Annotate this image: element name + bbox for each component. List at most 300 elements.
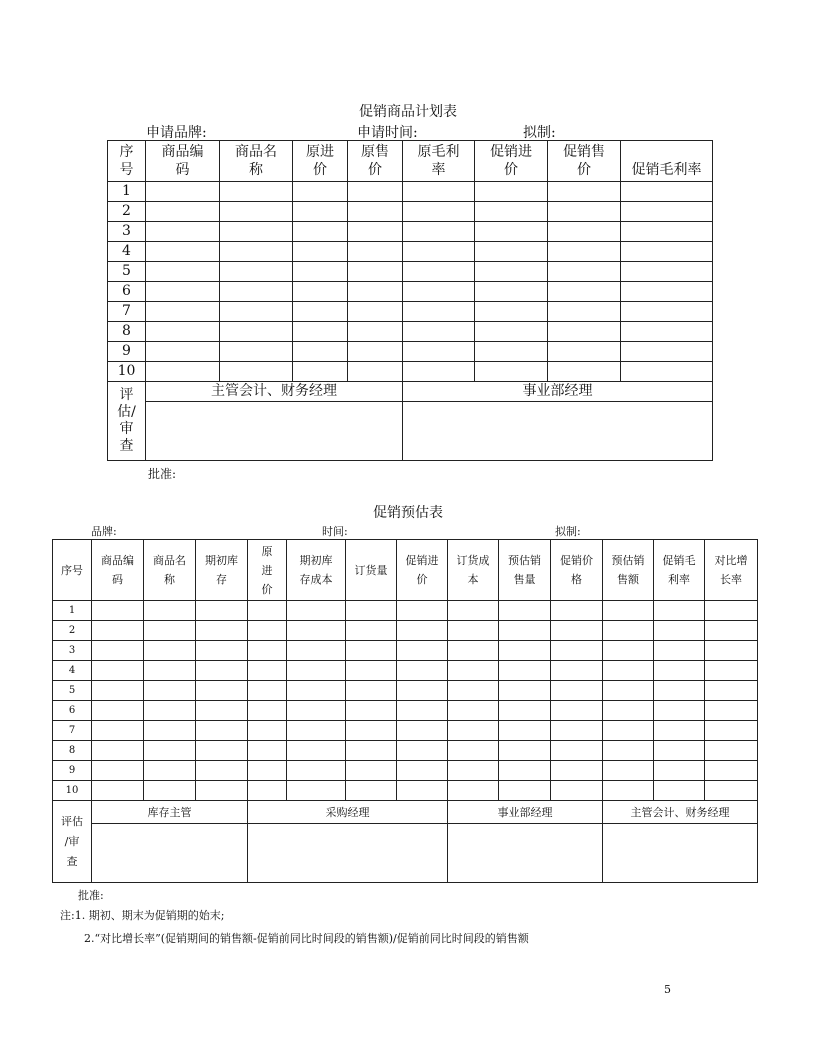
estimate-cell[interactable] (287, 781, 346, 801)
estimate-cell[interactable] (196, 741, 248, 761)
estimate-cell[interactable] (603, 741, 654, 761)
estimate-cell[interactable] (144, 761, 196, 781)
estimate-cell[interactable] (551, 701, 603, 721)
estimate-cell[interactable] (499, 601, 551, 621)
estimate-header-cell: 商品名 称 (144, 540, 196, 601)
estimate-cell[interactable] (346, 641, 397, 661)
estimate-header-row (53, 540, 758, 601)
estimate-cell[interactable] (499, 761, 551, 781)
estimate-header-cell: 订货成 本 (448, 540, 499, 601)
estimate-cell[interactable] (551, 761, 603, 781)
estimate-header-cell: 原 进 价 (248, 540, 287, 601)
estimate-cell[interactable] (705, 601, 758, 621)
plan-cell[interactable] (475, 182, 548, 202)
plan-cell[interactable] (293, 222, 348, 242)
estimate-row (53, 721, 758, 741)
plan-header-cell: 促销毛利率 (621, 141, 713, 182)
plan-cell[interactable] (475, 202, 548, 222)
estimate-cell[interactable] (603, 761, 654, 781)
plan-cell[interactable] (548, 322, 621, 342)
plan-cell[interactable] (621, 282, 713, 302)
estimate-cell[interactable] (705, 641, 758, 661)
estimate-row (53, 701, 758, 721)
plan-row-number: 1 (108, 182, 146, 202)
estimate-cell[interactable] (346, 721, 397, 741)
plan-cell[interactable] (348, 202, 403, 222)
estimate-cell[interactable] (397, 601, 448, 621)
plan-cell[interactable] (348, 282, 403, 302)
plan-cell[interactable] (548, 202, 621, 222)
estimate-cell[interactable] (499, 781, 551, 801)
plan-cell[interactable] (548, 342, 621, 362)
estimate-cell[interactable] (654, 661, 705, 681)
plan-cell[interactable] (475, 242, 548, 262)
estimate-table-title: 促销预估表 (373, 505, 443, 521)
estimate-reviewer-finance: 主管会计、财务经理 (603, 801, 758, 824)
plan-cell[interactable] (146, 182, 220, 202)
plan-cell[interactable] (146, 282, 220, 302)
estimate-cell[interactable] (705, 781, 758, 801)
plan-header-cell: 促销进 价 (475, 141, 548, 182)
estimate-signature-inventory[interactable] (92, 824, 248, 883)
plan-row (108, 322, 713, 342)
plan-cell[interactable] (548, 362, 621, 382)
plan-cell[interactable] (293, 262, 348, 282)
estimate-cell[interactable] (448, 781, 499, 801)
estimate-eval-body-row (53, 824, 758, 883)
estimate-cell[interactable] (603, 641, 654, 661)
estimate-approve-label: 批准: (78, 889, 104, 902)
estimate-cell[interactable] (551, 781, 603, 801)
plan-cell[interactable] (621, 182, 713, 202)
estimate-time-label: 时间: (322, 525, 348, 538)
plan-cell[interactable] (548, 222, 621, 242)
plan-header-cell: 商品名 称 (220, 141, 293, 182)
plan-header-cell: 序 号 (108, 141, 146, 182)
estimate-cell[interactable] (603, 601, 654, 621)
estimate-row-number: 5 (53, 681, 92, 701)
estimate-cell[interactable] (654, 681, 705, 701)
estimate-cell[interactable] (705, 761, 758, 781)
plan-cell[interactable] (293, 182, 348, 202)
estimate-cell[interactable] (705, 741, 758, 761)
estimate-cell[interactable] (603, 701, 654, 721)
estimate-eval-header-row (53, 801, 758, 824)
plan-approve-label: 批准: (148, 467, 177, 481)
estimate-cell[interactable] (448, 681, 499, 701)
plan-cell[interactable] (403, 342, 475, 362)
plan-cell[interactable] (146, 222, 220, 242)
estimate-cell[interactable] (196, 701, 248, 721)
estimate-cell[interactable] (551, 641, 603, 661)
estimate-cell[interactable] (144, 721, 196, 741)
estimate-cell[interactable] (448, 721, 499, 741)
estimate-header-cell: 预估销 售量 (499, 540, 551, 601)
estimate-cell[interactable] (551, 721, 603, 741)
estimate-cell[interactable] (448, 701, 499, 721)
plan-cell[interactable] (293, 242, 348, 262)
plan-cell[interactable] (220, 362, 293, 382)
estimate-cell[interactable] (499, 721, 551, 741)
estimate-cell[interactable] (287, 641, 346, 661)
estimate-cell[interactable] (551, 741, 603, 761)
plan-cell[interactable] (475, 302, 548, 322)
estimate-cell[interactable] (448, 621, 499, 641)
plan-cell[interactable] (348, 182, 403, 202)
plan-cell[interactable] (403, 202, 475, 222)
plan-cell[interactable] (348, 362, 403, 382)
estimate-header-cell: 序号 (53, 540, 92, 601)
estimate-row-number: 3 (53, 641, 92, 661)
estimate-cell[interactable] (654, 641, 705, 661)
plan-cell[interactable] (475, 342, 548, 362)
estimate-cell[interactable] (603, 661, 654, 681)
plan-cell[interactable] (293, 282, 348, 302)
plan-row (108, 362, 713, 382)
estimate-cell[interactable] (654, 721, 705, 741)
plan-reviewer-finance: 主管会计、财务经理 (146, 382, 403, 402)
estimate-header-cell: 对比增 长率 (705, 540, 758, 601)
estimate-table-body (53, 601, 758, 801)
estimate-cell[interactable] (346, 781, 397, 801)
plan-cell[interactable] (220, 322, 293, 342)
estimate-cell[interactable] (397, 721, 448, 741)
plan-header-cell: 促销售 价 (548, 141, 621, 182)
plan-cell[interactable] (475, 222, 548, 242)
plan-eval-label: 评 估/ 审 查 (108, 382, 146, 461)
estimate-cell[interactable] (654, 781, 705, 801)
estimate-header-cell: 促销毛 利率 (654, 540, 705, 601)
plan-cell[interactable] (146, 302, 220, 322)
plan-row (108, 302, 713, 322)
estimate-cell[interactable] (248, 681, 287, 701)
estimate-cell[interactable] (499, 741, 551, 761)
plan-cell[interactable] (146, 362, 220, 382)
plan-cell[interactable] (220, 302, 293, 322)
estimate-cell[interactable] (397, 701, 448, 721)
estimate-cell[interactable] (499, 641, 551, 661)
plan-row-number: 5 (108, 262, 146, 282)
plan-row (108, 342, 713, 362)
estimate-row (53, 761, 758, 781)
estimate-cell[interactable] (551, 621, 603, 641)
plan-cell[interactable] (146, 322, 220, 342)
estimate-header-cell: 促销价 格 (551, 540, 603, 601)
estimate-header-cell: 期初库 存成本 (287, 540, 346, 601)
estimate-cell[interactable] (287, 681, 346, 701)
estimate-cell[interactable] (92, 721, 144, 741)
plan-cell[interactable] (621, 322, 713, 342)
estimate-cell[interactable] (92, 641, 144, 661)
estimate-cell[interactable] (705, 681, 758, 701)
estimate-cell[interactable] (603, 681, 654, 701)
estimate-cell[interactable] (397, 621, 448, 641)
estimate-brand-label: 品牌: (91, 525, 117, 538)
estimate-row (53, 681, 758, 701)
estimate-cell[interactable] (196, 781, 248, 801)
estimate-cell[interactable] (499, 661, 551, 681)
plan-draft-label: 拟制: (523, 125, 556, 141)
estimate-cell[interactable] (92, 701, 144, 721)
plan-row (108, 202, 713, 222)
estimate-cell[interactable] (248, 601, 287, 621)
estimate-cell[interactable] (144, 661, 196, 681)
plan-cell[interactable] (348, 302, 403, 322)
estimate-cell[interactable] (397, 781, 448, 801)
estimate-cell[interactable] (248, 621, 287, 641)
plan-row (108, 282, 713, 302)
plan-cell[interactable] (548, 242, 621, 262)
plan-header-cell: 原进 价 (293, 141, 348, 182)
estimate-reviewer-inventory: 库存主管 (92, 801, 248, 824)
estimate-cell[interactable] (92, 601, 144, 621)
plan-cell[interactable] (348, 342, 403, 362)
estimate-row-number: 9 (53, 761, 92, 781)
estimate-cell[interactable] (144, 701, 196, 721)
estimate-cell[interactable] (397, 661, 448, 681)
estimate-cell[interactable] (551, 661, 603, 681)
estimate-cell[interactable] (346, 741, 397, 761)
plan-cell[interactable] (220, 182, 293, 202)
estimate-row-number: 7 (53, 721, 92, 741)
estimate-cell[interactable] (92, 781, 144, 801)
estimate-cell[interactable] (551, 681, 603, 701)
plan-cell[interactable] (621, 262, 713, 282)
plan-cell[interactable] (293, 202, 348, 222)
estimate-row (53, 741, 758, 761)
plan-cell[interactable] (220, 202, 293, 222)
estimate-cell[interactable] (654, 621, 705, 641)
plan-cell[interactable] (621, 242, 713, 262)
estimate-cell[interactable] (397, 681, 448, 701)
plan-cell[interactable] (146, 342, 220, 362)
estimate-cell[interactable] (346, 701, 397, 721)
estimate-cell[interactable] (448, 661, 499, 681)
estimate-cell[interactable] (196, 621, 248, 641)
plan-cell[interactable] (548, 282, 621, 302)
plan-cell[interactable] (403, 242, 475, 262)
estimate-cell[interactable] (196, 681, 248, 701)
plan-row (108, 242, 713, 262)
plan-cell[interactable] (621, 342, 713, 362)
estimate-cell[interactable] (499, 701, 551, 721)
plan-signature-division[interactable] (403, 402, 713, 461)
estimate-row (53, 641, 758, 661)
estimate-cell[interactable] (196, 721, 248, 741)
estimate-cell[interactable] (654, 761, 705, 781)
estimate-row-number: 10 (53, 781, 92, 801)
estimate-cell[interactable] (287, 621, 346, 641)
plan-cell[interactable] (403, 262, 475, 282)
plan-cell[interactable] (146, 242, 220, 262)
plan-row-number: 3 (108, 222, 146, 242)
estimate-cell[interactable] (705, 701, 758, 721)
estimate-cell[interactable] (499, 621, 551, 641)
estimate-cell[interactable] (397, 641, 448, 661)
plan-cell[interactable] (621, 302, 713, 322)
estimate-header-cell: 商品编 码 (92, 540, 144, 601)
estimate-cell[interactable] (248, 721, 287, 741)
estimate-cell[interactable] (287, 741, 346, 761)
plan-cell[interactable] (621, 202, 713, 222)
plan-row (108, 182, 713, 202)
plan-signature-finance[interactable] (146, 402, 403, 461)
plan-cell[interactable] (220, 242, 293, 262)
estimate-cell[interactable] (705, 621, 758, 641)
plan-cell[interactable] (621, 222, 713, 242)
estimate-row (53, 781, 758, 801)
estimate-cell[interactable] (603, 621, 654, 641)
estimate-signature-finance[interactable] (603, 824, 758, 883)
plan-cell[interactable] (348, 322, 403, 342)
plan-table-title: 促销商品计划表 (359, 104, 457, 120)
estimate-cell[interactable] (248, 701, 287, 721)
estimate-cell[interactable] (287, 721, 346, 741)
plan-cell[interactable] (475, 322, 548, 342)
estimate-cell[interactable] (92, 621, 144, 641)
estimate-cell[interactable] (705, 721, 758, 741)
plan-cell[interactable] (475, 282, 548, 302)
plan-cell[interactable] (220, 262, 293, 282)
estimate-cell[interactable] (448, 641, 499, 661)
estimate-cell[interactable] (603, 781, 654, 801)
estimate-cell[interactable] (397, 761, 448, 781)
plan-cell[interactable] (293, 322, 348, 342)
plan-cell[interactable] (293, 362, 348, 382)
plan-cell[interactable] (403, 322, 475, 342)
note-line-1: 注:1. 期初、期末为促销期的始末; (60, 909, 225, 922)
plan-time-label: 申请时间: (357, 125, 418, 141)
estimate-row-number: 6 (53, 701, 92, 721)
plan-cell[interactable] (548, 302, 621, 322)
plan-cell[interactable] (220, 222, 293, 242)
estimate-signature-division[interactable] (448, 824, 603, 883)
plan-eval-body-row (108, 402, 713, 461)
plan-header-cell: 原毛利 率 (403, 141, 475, 182)
estimate-cell[interactable] (287, 601, 346, 621)
estimate-cell[interactable] (346, 761, 397, 781)
estimate-cell[interactable] (248, 661, 287, 681)
estimate-cell[interactable] (144, 681, 196, 701)
plan-cell[interactable] (548, 182, 621, 202)
plan-cell[interactable] (621, 362, 713, 382)
estimate-cell[interactable] (654, 701, 705, 721)
estimate-cell[interactable] (196, 641, 248, 661)
estimate-eval-label: 评估 /审 查 (53, 801, 92, 883)
estimate-reviewer-purchasing: 采购经理 (248, 801, 448, 824)
plan-row (108, 222, 713, 242)
estimate-cell[interactable] (196, 761, 248, 781)
estimate-cell[interactable] (654, 601, 705, 621)
estimate-cell[interactable] (346, 661, 397, 681)
estimate-cell[interactable] (551, 601, 603, 621)
estimate-cell[interactable] (248, 641, 287, 661)
estimate-cell[interactable] (654, 741, 705, 761)
plan-cell[interactable] (220, 282, 293, 302)
estimate-cell[interactable] (92, 681, 144, 701)
plan-cell[interactable] (548, 262, 621, 282)
estimate-cell[interactable] (287, 701, 346, 721)
estimate-header-cell: 预估销 售额 (603, 540, 654, 601)
estimate-draft-label: 拟制: (555, 525, 581, 538)
plan-eval-header-row (108, 382, 713, 402)
estimate-cell[interactable] (144, 781, 196, 801)
plan-cell[interactable] (146, 262, 220, 282)
estimate-cell[interactable] (397, 741, 448, 761)
plan-cell[interactable] (348, 242, 403, 262)
plan-cell[interactable] (403, 282, 475, 302)
estimate-cell[interactable] (705, 661, 758, 681)
plan-row-number: 8 (108, 322, 146, 342)
estimate-row (53, 621, 758, 641)
plan-row-number: 9 (108, 342, 146, 362)
plan-cell[interactable] (348, 222, 403, 242)
promotion-plan-table (107, 140, 713, 461)
estimate-cell[interactable] (287, 761, 346, 781)
estimate-cell[interactable] (346, 601, 397, 621)
plan-cell[interactable] (403, 222, 475, 242)
estimate-reviewer-division: 事业部经理 (448, 801, 603, 824)
plan-cell[interactable] (293, 302, 348, 322)
promotion-estimate-table (52, 539, 758, 883)
estimate-header-cell: 订货量 (346, 540, 397, 601)
plan-header-cell: 原售 价 (348, 141, 403, 182)
plan-cell[interactable] (220, 342, 293, 362)
plan-cell[interactable] (403, 182, 475, 202)
estimate-cell[interactable] (196, 661, 248, 681)
plan-cell[interactable] (348, 262, 403, 282)
estimate-cell[interactable] (196, 601, 248, 621)
estimate-cell[interactable] (92, 761, 144, 781)
estimate-row (53, 601, 758, 621)
plan-header-cell: 商品编 码 (146, 141, 220, 182)
estimate-row (53, 661, 758, 681)
estimate-cell[interactable] (499, 681, 551, 701)
plan-cell[interactable] (475, 362, 548, 382)
estimate-cell[interactable] (448, 761, 499, 781)
estimate-header-cell: 期初库 存 (196, 540, 248, 601)
plan-row-number: 6 (108, 282, 146, 302)
plan-cell[interactable] (293, 342, 348, 362)
plan-cell[interactable] (475, 262, 548, 282)
estimate-cell[interactable] (144, 741, 196, 761)
estimate-cell[interactable] (248, 781, 287, 801)
estimate-cell[interactable] (603, 721, 654, 741)
estimate-cell[interactable] (346, 621, 397, 641)
estimate-cell[interactable] (287, 661, 346, 681)
estimate-row-number: 2 (53, 621, 92, 641)
estimate-cell[interactable] (448, 741, 499, 761)
estimate-row-number: 1 (53, 601, 92, 621)
estimate-cell[interactable] (144, 641, 196, 661)
plan-cell[interactable] (403, 362, 475, 382)
estimate-cell[interactable] (448, 601, 499, 621)
estimate-cell[interactable] (92, 741, 144, 761)
estimate-header-cell: 促销进 价 (397, 540, 448, 601)
estimate-cell[interactable] (248, 761, 287, 781)
estimate-cell[interactable] (144, 601, 196, 621)
plan-cell[interactable] (403, 302, 475, 322)
estimate-cell[interactable] (144, 621, 196, 641)
plan-cell[interactable] (146, 202, 220, 222)
estimate-cell[interactable] (346, 681, 397, 701)
estimate-cell[interactable] (92, 661, 144, 681)
estimate-signature-purchasing[interactable] (248, 824, 448, 883)
page-number: 5 (664, 983, 671, 996)
note-line-2: 2.“对比增长率”(促销期间的销售额-促销前同比时间段的销售额)/促销前同比时间段的销售额 (84, 932, 529, 945)
estimate-cell[interactable] (248, 741, 287, 761)
plan-reviewer-division: 事业部经理 (403, 382, 713, 402)
